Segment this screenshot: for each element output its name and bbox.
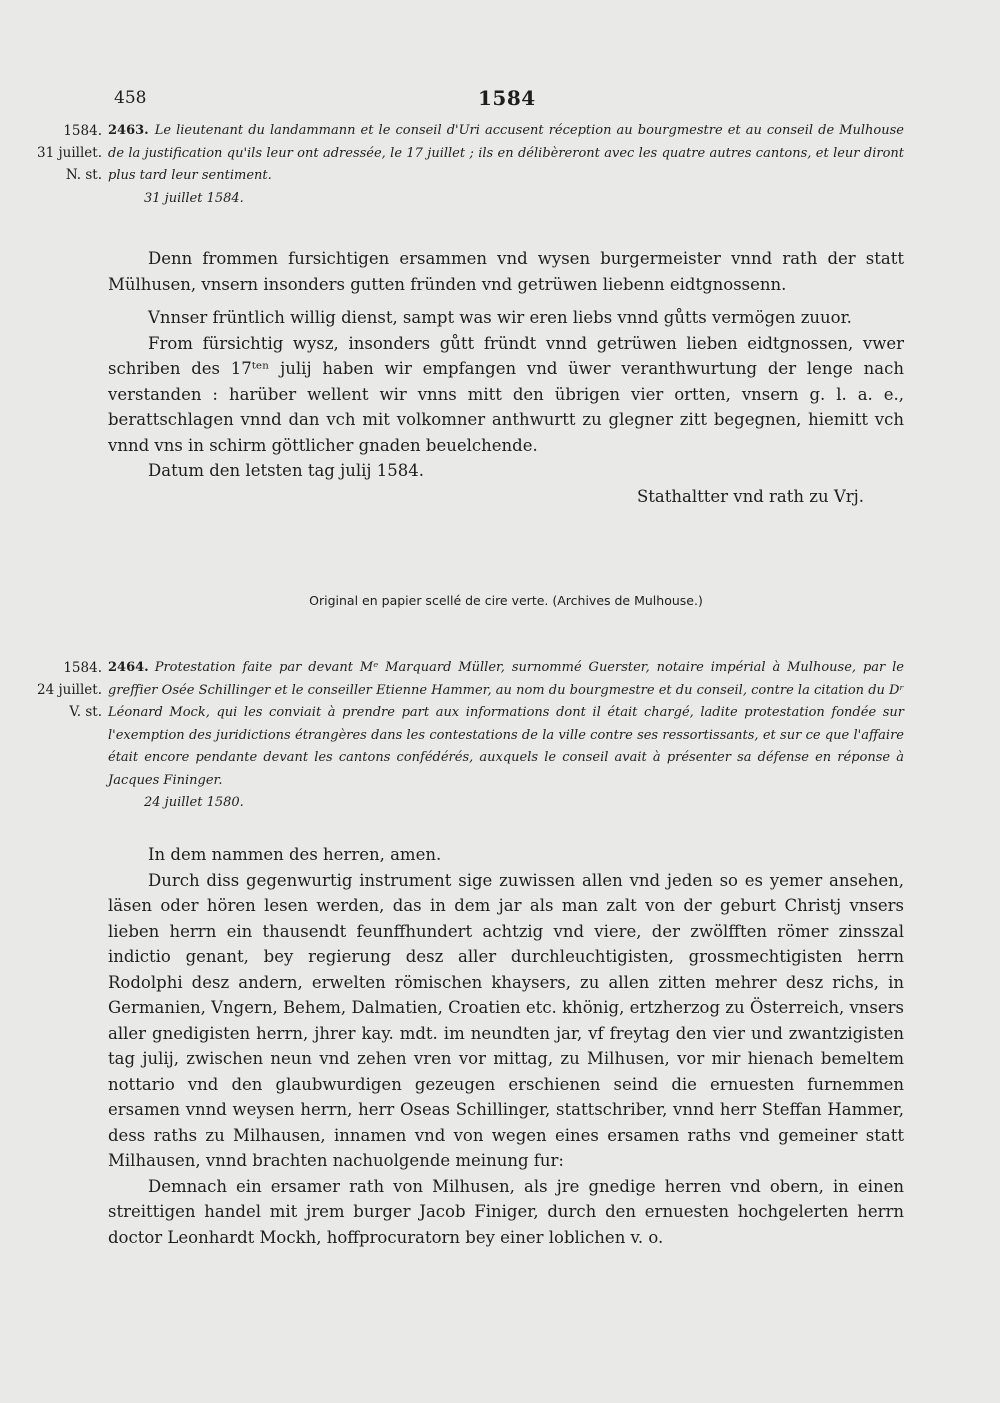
- page-number: 458: [114, 88, 147, 108]
- running-head-year: 1584: [478, 86, 536, 110]
- margin-day: 24 juillet.: [36, 682, 102, 698]
- instrument-body: Durch diss gegenwurtig instrument sige zuwissen allen vnd jeden so es yemer ansehen, läsen oder hören lesen werden, das in dem jar als man zalt von der geburt Christj vnsers lieben herrn ein thausendt feunffhundert achtzig vnd viere, der zwölfften römer zinsszal indictio genant, bey regierung desz aller durchleuchtigisten, grossmechtigisten herrn Rodolphi desz andern, erwelten römischen khaysers, zu allen zitten mehrer desz richs, in Germanien, Vngern, Behem, Dalmatien, Croatien etc. khönig, ertzherzog zu Österreich, vnsers aller gnedigisten herrn, jhrer kay. mdt. im neundten jar, vf freytag den vier und zwantzigisten tag julij, zwischen neun vnd zehen vren vor mittag, zu Milhusen, vor mir hienach bemeltem nottario vnd den glaubwurdigen gezeugen erschienen seind die ernuesten furnemmen ersamen vnnd weysen herrn, herr Oseas Schillinger, stattschriber, vnnd herr Steffan Hammer, dess raths zu Milhausen, innamen vnd von wegen eines ersamen raths vnd gemeiner statt Milhausen, vnnd brachten nachuolgende meinung fur:: [108, 870, 904, 1170]
- margin-style: N. st.: [65, 167, 102, 183]
- margin-style: V. st.: [69, 704, 102, 720]
- entry-number: 2464.: [108, 660, 149, 675]
- margin-day: 31 juillet.: [36, 145, 102, 161]
- summary-text: Protestation faite par devant Mᵉ Marquard Müller, surnommé Guerster, notaire impérial à Mulhouse, par le greffier Osée Schillinger et le conseiller Etienne Hammer, au nom du bourgmestre et du conseil, contre la citation du Dʳ Léonard Mock, qui les conviait à prendre part aux informations dont il était chargé, ladite protestation fondée sur l'exemption des juridictions étrangères dans les contestations de la ville contre ses ressortissants, et sur ce que l'affaire était encore pendante devant les cantons confédérés, auxquels le conseil avait à présenter sa défense en réponse à Jacques Fininger.: [108, 660, 904, 788]
- archive-source-note: Original en papier scellé de cire verte. (Archives de Mulhouse.): [309, 593, 703, 608]
- page-header: [0, 88, 1000, 118]
- letter-greeting: Vnnser früntlich willig dienst, sampt was wir eren liebs vnnd gůtts vermögen zuuor.: [148, 308, 852, 327]
- entry-2464-summary: [108, 657, 904, 815]
- summary-date: 31 juillet 1584.: [144, 190, 244, 206]
- invocation: In dem nammen des herren, amen.: [148, 845, 442, 864]
- margin-year: 1584.: [63, 123, 102, 139]
- margin-year: 1584.: [63, 660, 102, 676]
- entry-number: 2463.: [108, 123, 149, 138]
- entry-2463-summary: [108, 120, 904, 210]
- entry-2464-instrument: [108, 842, 904, 1250]
- entry-2463-letter: [108, 246, 904, 509]
- summary-date: 24 juillet 1580.: [144, 795, 244, 810]
- entry-2464-margin-date: [22, 657, 102, 723]
- summary-text: Le lieutenant du landammann et le conseil d'Uri accusent réception au bourgmestre et au conseil de Mulhouse de la justification qu'ils leur ont adressée, le 17 juillet ; ils en délibèreront avec les quatre autres cantons, et leur diront plus tard leur sentiment.: [108, 123, 904, 183]
- letter-dating: Datum den letsten tag julij 1584.: [148, 461, 424, 480]
- entry-2463-margin-date: [22, 120, 102, 186]
- letter-address: Denn frommen fursichtigen ersammen vnd wysen burgermeister vnnd rath der statt Mülhusen, vnsern insonders gutten fründen vnd getrüwen liebenn eidtgnossenn.: [108, 249, 904, 294]
- letter-signature: Stathaltter vnd rath zu Vrj.: [636, 486, 864, 506]
- instrument-continuation: Demnach ein ersamer rath von Milhusen, als jre gnedige herren vnd obern, in einen streittigen handel mit jrem burger Jacob Finiger, durch den ernuesten hochgelerten herrn doctor Leonhardt Mockh, hoffprocuratorn bey einer loblichen v. o.: [108, 1176, 904, 1247]
- letter-body: From fürsichtig wysz, insonders gůtt fründt vnnd getrüwen lieben eidtgnossen, vwer schriben des 17ᵗᵉⁿ julij haben wir empfangen vnd üwer veranthwurtung der lenge nach verstanden : harüber wellent wir vnns mitt den übrigen vier ortten, vnsern g. l. a. e., berattschlagen vnnd dan vch mit volkomner anthwurtt zu glegner zitt begegnen, hiemitt vch vnnd vns in schirm göttlicher gnaden beuelchende.: [108, 333, 904, 455]
